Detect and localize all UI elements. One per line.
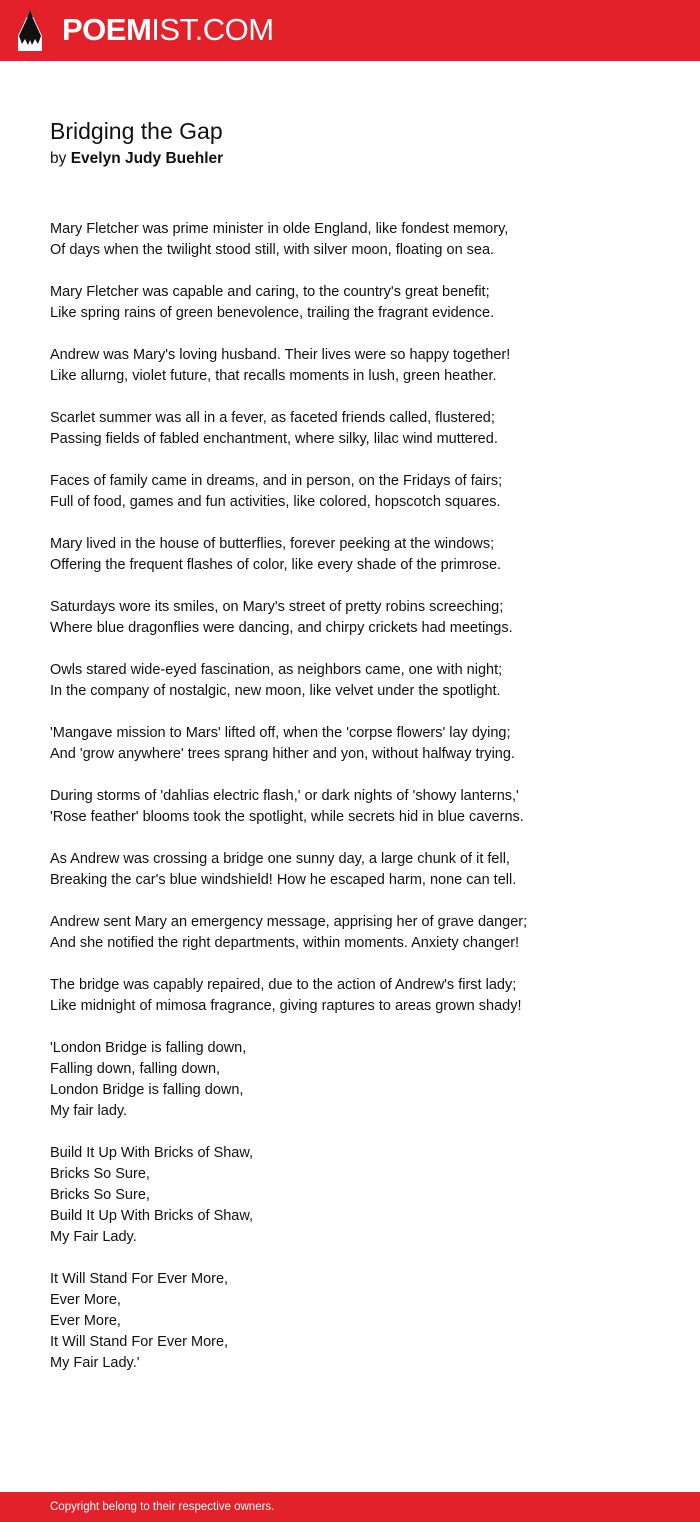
poem-stanza xyxy=(50,912,570,954)
pencil-tip-icon[interactable] xyxy=(18,10,42,51)
poem-line: It Will Stand For Ever More, xyxy=(50,1271,229,1287)
poem-stanza xyxy=(50,660,570,702)
poem-line: Of days when the twilight stood still, with silver moon, floating on sea. xyxy=(50,242,495,258)
site-logo[interactable] xyxy=(62,12,274,48)
poem-line: Full of food, games and fun activities, like colored, hopscotch squares. xyxy=(50,494,501,510)
poem-body xyxy=(50,219,570,1395)
poem-stanza xyxy=(50,723,570,765)
poem-line: Falling down, falling down, xyxy=(50,1061,221,1077)
poem-stanza xyxy=(50,282,570,324)
poem-line: Scarlet summer was all in a fever, as faceted friends called, flustered; xyxy=(50,410,495,426)
logo-bold-text: POEM xyxy=(62,12,152,47)
poem-stanza xyxy=(50,534,570,576)
poem-line: Like allurng, violet future, that recalls moments in lush, green heather. xyxy=(50,368,497,384)
poem-line: Bricks So Sure, xyxy=(50,1166,150,1182)
poem-stanza xyxy=(50,786,570,828)
poem-line: Faces of family came in dreams, and in person, on the Fridays of fairs; xyxy=(50,473,503,489)
poem-line: Build It Up With Bricks of Shaw, xyxy=(50,1145,254,1161)
by-label: by xyxy=(50,150,67,167)
poem-line: Owls stared wide-eyed fascination, as neighbors came, one with night; xyxy=(50,662,503,678)
poem-author: Evelyn Judy Buehler xyxy=(70,150,224,167)
site-header xyxy=(0,0,700,61)
poem-stanza xyxy=(50,975,570,1017)
poem-line: The bridge was capably repaired, due to the action of Andrew's first lady; xyxy=(50,977,517,993)
poem-line: Mary lived in the house of butterflies, forever peeking at the windows; xyxy=(50,536,495,552)
poem-title: Bridging the Gap xyxy=(50,118,223,144)
poem-stanza xyxy=(50,1143,570,1248)
poem-line: My Fair Lady.' xyxy=(50,1355,140,1371)
poem-line: Andrew was Mary's loving husband. Their lives were so happy together! xyxy=(50,347,511,363)
poem-line: Breaking the car's blue windshield! How he escaped harm, none can tell. xyxy=(50,872,517,888)
poem-line: Passing fields of fabled enchantment, where silky, lilac wind muttered. xyxy=(50,431,498,447)
poem-line: Bricks So Sure, xyxy=(50,1187,150,1203)
poem-line: Build It Up With Bricks of Shaw, xyxy=(50,1208,254,1224)
poem-line: And 'grow anywhere' trees sprang hither and yon, without halfway trying. xyxy=(50,746,515,762)
poem-stanza xyxy=(50,219,570,261)
site-footer xyxy=(0,1492,700,1522)
poem-stanza xyxy=(50,471,570,513)
poem-stanza xyxy=(50,597,570,639)
poem-line: It Will Stand For Ever More, xyxy=(50,1334,229,1350)
poem-line: 'London Bridge is falling down, xyxy=(50,1040,247,1056)
poem-line: Offering the frequent flashes of color, like every shade of the primrose. xyxy=(50,557,502,573)
poem-line: Saturdays wore its smiles, on Mary's street of pretty robins screeching; xyxy=(50,599,504,615)
footer-copyright: Copyright belong to their respective owners. xyxy=(50,1501,275,1513)
poem-stanza xyxy=(50,849,570,891)
poem-line: Like spring rains of green benevolence, trailing the fragrant evidence. xyxy=(50,305,495,321)
poem-line: In the company of nostalgic, new moon, like velvet under the spotlight. xyxy=(50,683,501,699)
poem-line: Where blue dragonflies were dancing, and chirpy crickets had meetings. xyxy=(50,620,513,636)
poem-line: As Andrew was crossing a bridge one sunny day, a large chunk of it fell, xyxy=(50,851,510,867)
poem-line: 'Mangave mission to Mars' lifted off, when the 'corpse flowers' lay dying; xyxy=(50,725,511,741)
poem-stanza xyxy=(50,1269,570,1374)
poem-line: During storms of 'dahlias electric flash,' or dark nights of 'showy lanterns,' xyxy=(50,788,519,804)
poem-line: London Bridge is falling down, xyxy=(50,1082,244,1098)
poem-line: My fair lady. xyxy=(50,1103,128,1119)
poem-byline xyxy=(50,148,223,170)
poem-line: 'Rose feather' blooms took the spotlight, while secrets hid in blue caverns. xyxy=(50,809,524,825)
logo-light-text: IST.COM xyxy=(151,12,274,47)
poem-line: Ever More, xyxy=(50,1292,121,1308)
poem-line: And she notified the right departments, within moments. Anxiety changer! xyxy=(50,935,520,951)
poem-line: Ever More, xyxy=(50,1313,121,1329)
poem-line: Mary Fletcher was prime minister in olde England, like fondest memory, xyxy=(50,221,509,237)
poem-line: Mary Fletcher was capable and caring, to the country's great benefit; xyxy=(50,284,490,300)
poem-line: My Fair Lady. xyxy=(50,1229,137,1245)
poem-line: Andrew sent Mary an emergency message, apprising her of grave danger; xyxy=(50,914,528,930)
poem-stanza xyxy=(50,408,570,450)
poem-line: Like midnight of mimosa fragrance, giving raptures to areas grown shady! xyxy=(50,998,522,1014)
poem-stanza xyxy=(50,345,570,387)
poem-stanza xyxy=(50,1038,570,1122)
